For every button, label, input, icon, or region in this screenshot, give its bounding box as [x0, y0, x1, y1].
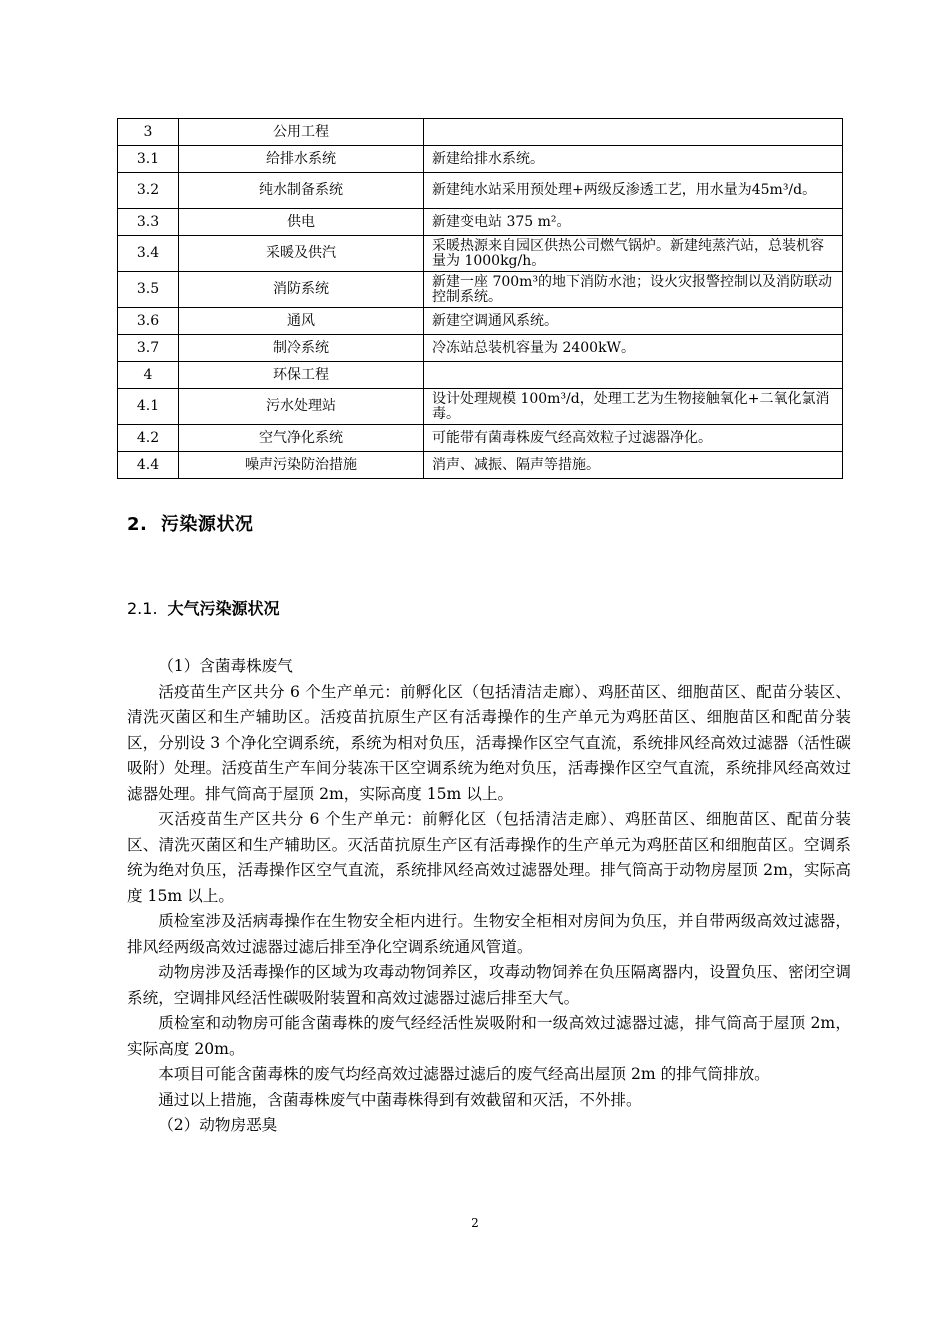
- row-description: 消声、减振、隔声等措施。: [424, 452, 843, 479]
- table-row: [118, 119, 843, 146]
- row-description: [424, 119, 843, 146]
- row-number: 3.5: [118, 272, 179, 308]
- section-number: 2.: [127, 514, 148, 535]
- paragraph: 活疫苗生产区共分 6 个生产单元：前孵化区（包括清洁走廊）、鸡胚苗区、细胞苗区、配苗分装区、清洗灭菌区和生产辅助区。活疫苗抗原生产区有活毒操作的生产单元为鸡胚苗区、细胞苗区和配苗分装区，分别设 3 个净化空调系统，系统为相对负压，活毒操作区空气直流，系统排风经高效过滤器（活性碳吸附）处理。活疫苗生产车间分装冻干区空调系统为绝对负压，活毒操作区空气直流，系统排风经高效过滤器处理。排气筒高于屋顶 2m，实际高度 15m 以上。: [127, 682, 851, 803]
- row-description: 设计处理规模 100m³/d，处理工艺为生物接触氧化+二氧化氯消毒。: [424, 389, 843, 425]
- paragraph: 动物房涉及活毒操作的区域为攻毒动物饲养区，攻毒动物饲养在负压隔离器内，设置负压、密闭空调系统，空调排风经活性碳吸附装置和高效过滤器过滤后排至大气。: [127, 963, 851, 1007]
- table-row: [118, 389, 843, 425]
- row-number: 3.3: [118, 209, 179, 236]
- project-table: [117, 118, 843, 479]
- paragraph: 质检室涉及活病毒操作在生物安全柜内进行。生物安全柜相对房间为负压，并自带两级高效过滤器，排风经两级高效过滤器过滤后排至净化空调系统通风管道。: [127, 912, 851, 956]
- row-description: 采暖热源来自园区供热公司燃气锅炉。新建纯蒸汽站，总装机容量为 1000kg/h。: [424, 236, 843, 272]
- subsection-heading: [127, 596, 280, 619]
- subsection-number: 2.1.: [127, 599, 158, 618]
- row-name: 通风: [179, 308, 424, 335]
- row-description: 冷冻站总装机容量为 2400kW。: [424, 335, 843, 362]
- body-text: [127, 654, 851, 1139]
- row-name: 采暖及供汽: [179, 236, 424, 272]
- row-name: 公用工程: [179, 119, 424, 146]
- row-name: 污水处理站: [179, 389, 424, 425]
- table-row: [118, 452, 843, 479]
- row-number: 3.7: [118, 335, 179, 362]
- row-number: 4.1: [118, 389, 179, 425]
- row-description: 新建给排水系统。: [424, 146, 843, 173]
- page-number: 2: [471, 1216, 479, 1230]
- section-heading: [127, 510, 253, 536]
- row-number: 4.4: [118, 452, 179, 479]
- row-name: 消防系统: [179, 272, 424, 308]
- row-name: 环保工程: [179, 362, 424, 389]
- row-number: 3.2: [118, 173, 179, 209]
- row-description: 新建变电站 375 m²。: [424, 209, 843, 236]
- row-description: [424, 362, 843, 389]
- paragraph: 质检室和动物房可能含菌毒株的废气经经活性炭吸附和一级高效过滤器过滤，排气筒高于屋顶 2m，实际高度 20m。: [127, 1014, 851, 1058]
- table-row: [118, 308, 843, 335]
- row-number: 3.6: [118, 308, 179, 335]
- paragraph: （1）含菌毒株废气: [158, 657, 293, 675]
- table-row: [118, 362, 843, 389]
- row-description: 新建空调通风系统。: [424, 308, 843, 335]
- table-row: [118, 146, 843, 173]
- row-name: 空气净化系统: [179, 425, 424, 452]
- section-title: 污染源状况: [160, 514, 254, 535]
- table-row: [118, 209, 843, 236]
- row-number: 3: [118, 119, 179, 146]
- row-name: 噪声污染防治措施: [179, 452, 424, 479]
- row-number: 3.4: [118, 236, 179, 272]
- table-row: [118, 236, 843, 272]
- subsection-title: 大气污染源状况: [167, 599, 280, 618]
- row-name: 供电: [179, 209, 424, 236]
- paragraph: （2）动物房恶臭: [158, 1116, 278, 1134]
- row-description: 新建一座 700m³的地下消防水池；设火灾报警控制以及消防联动控制系统。: [424, 272, 843, 308]
- paragraph: 灭活疫苗生产区共分 6 个生产单元：前孵化区（包括清洁走廊）、鸡胚苗区、细胞苗区、配苗分装区、清洗灭菌区和生产辅助区。灭活苗抗原生产区有活毒操作的生产单元为鸡胚苗区和细胞苗区。空调系统为绝对负压，活毒操作区空气直流，系统排风经高效过滤器处理。排气筒高于动物房屋顶 2m，实际高度 15m 以上。: [127, 810, 851, 905]
- paragraph: 通过以上措施，含菌毒株废气中菌毒株得到有效截留和灭活，不外排。: [158, 1090, 642, 1109]
- row-number: 3.1: [118, 146, 179, 173]
- row-number: 4.2: [118, 425, 179, 452]
- paragraph: 本项目可能含菌毒株的废气均经高效过滤器过滤后的废气经高出屋顶 2m 的排气筒排放。: [158, 1065, 770, 1083]
- table-row: [118, 335, 843, 362]
- row-description: 新建纯水站采用预处理+两级反渗透工艺，用水量为45m³/d。: [424, 173, 843, 209]
- table-row: [118, 173, 843, 209]
- table-row: [118, 425, 843, 452]
- row-number: 4: [118, 362, 179, 389]
- row-name: 给排水系统: [179, 146, 424, 173]
- row-name: 纯水制备系统: [179, 173, 424, 209]
- row-name: 制冷系统: [179, 335, 424, 362]
- table-row: [118, 272, 843, 308]
- row-description: 可能带有菌毒株废气经高效粒子过滤器净化。: [424, 425, 843, 452]
